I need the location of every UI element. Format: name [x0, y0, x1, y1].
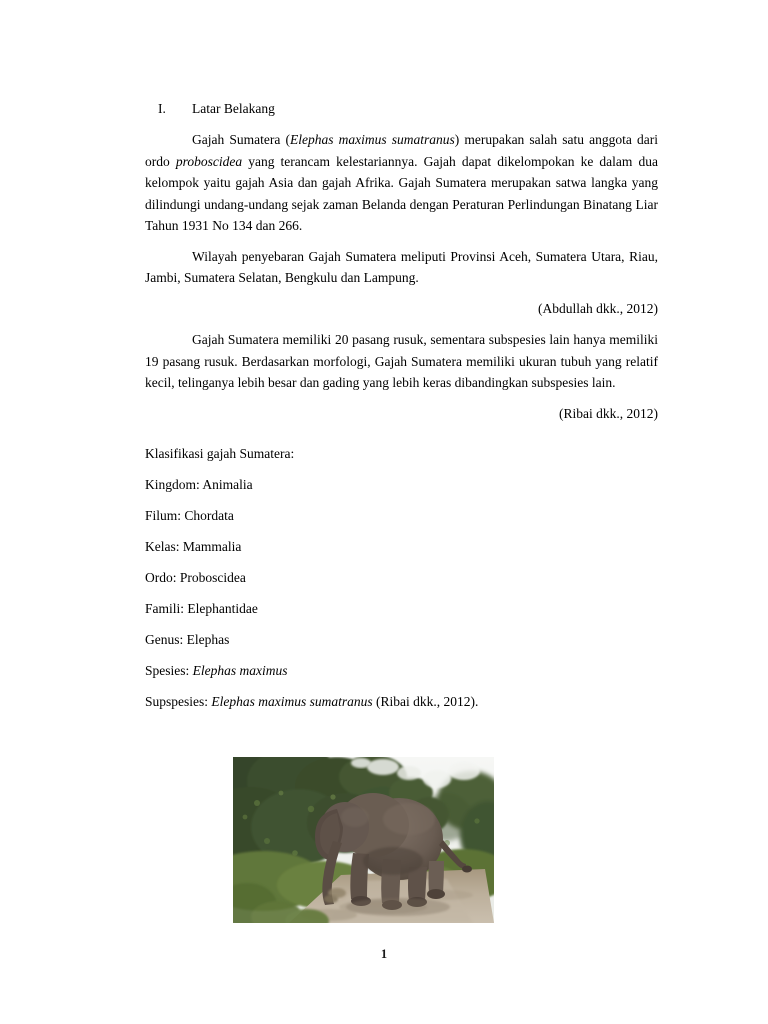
classification-item	[145, 686, 658, 717]
classification-item	[145, 624, 658, 655]
section-numeral: I.	[158, 101, 166, 116]
classification-value: Chordata	[184, 508, 234, 523]
elephant-photo-graphic	[233, 757, 494, 923]
classification-list	[145, 438, 658, 717]
classification-label: Genus:	[145, 632, 187, 647]
classification-value: Elephantidae	[187, 601, 258, 616]
text-run: Gajah Sumatera memiliki 20 pasang rusuk, sementara subspesies lain hanya memiliki 19 pasang rusuk. Berdasarkan morfologi, Gajah Sumatera memiliki ukuran tubuh yang relatif kecil, telinganya lebih besar dan gading yang lebih keras dibandingkan subspesies lain.	[145, 332, 658, 390]
text-run: Wilayah penyebaran Gajah Sumatera meliputi Provinsi Aceh, Sumatera Utara, Riau, Jambi, Sumatera Selatan, Bengkulu dan Lampung.	[145, 248, 658, 285]
text-run: yang terancam kelestariannya. Gajah dapat dikelompokan ke dalam dua kelompok yaitu gajah Asia dan gajah Afrika. Gajah Sumatera merupakan satwa langka yang dilindungi undang-undang sejak zaman Belanda dengan Peraturan Perlindungan Binatang Liar Tahun 1931 No 134 dan 266.	[145, 153, 659, 233]
scientific-name: proboscidea	[175, 153, 243, 169]
section-title: Latar Belakang	[192, 101, 275, 116]
section-heading	[145, 99, 658, 118]
classification-label: Kingdom:	[145, 477, 203, 492]
citation-abdullah: (Abdullah dkk., 2012)	[538, 300, 658, 316]
classification-value: Elephas	[186, 632, 230, 647]
text-run: ) merupakan salah satu anggota dari ordo	[145, 132, 659, 169]
classification-item	[145, 562, 658, 593]
classification-label: Famili:	[145, 601, 188, 616]
classification-label: Kelas:	[145, 539, 183, 554]
classification-intro: Klasifikasi gajah Sumatera:	[145, 446, 295, 461]
classification-item	[145, 531, 658, 562]
classification-value: Proboscidea	[179, 570, 246, 585]
classification-item	[145, 500, 658, 531]
citation-ribai: (Ribai dkk., 2012)	[559, 405, 658, 421]
classification-value: Elephas maximus sumatranus	[211, 694, 373, 709]
classification-item	[145, 469, 658, 500]
classification-label: Supspesies:	[145, 694, 212, 709]
classification-value: Animalia	[202, 477, 253, 492]
paragraph-2	[145, 246, 658, 289]
paragraph-3	[145, 329, 658, 394]
document-body	[145, 99, 658, 717]
text-run: Gajah Sumatera (	[192, 132, 290, 147]
classification-item	[145, 655, 658, 686]
scientific-name: Elephas maximus sumatranus	[289, 132, 455, 147]
classification-label: Ordo:	[145, 570, 180, 585]
page-number: 1	[380, 947, 388, 961]
classification-value: Elephas maximus	[192, 663, 288, 678]
classification-label: Spesies:	[145, 663, 193, 678]
classification-citation: (Ribai dkk., 2012).	[372, 694, 479, 709]
classification-value: Mammalia	[182, 539, 242, 554]
paragraph-1	[145, 129, 658, 237]
classification-label: Filum:	[145, 508, 185, 523]
elephant-photo	[233, 757, 494, 923]
classification-item	[145, 593, 658, 624]
